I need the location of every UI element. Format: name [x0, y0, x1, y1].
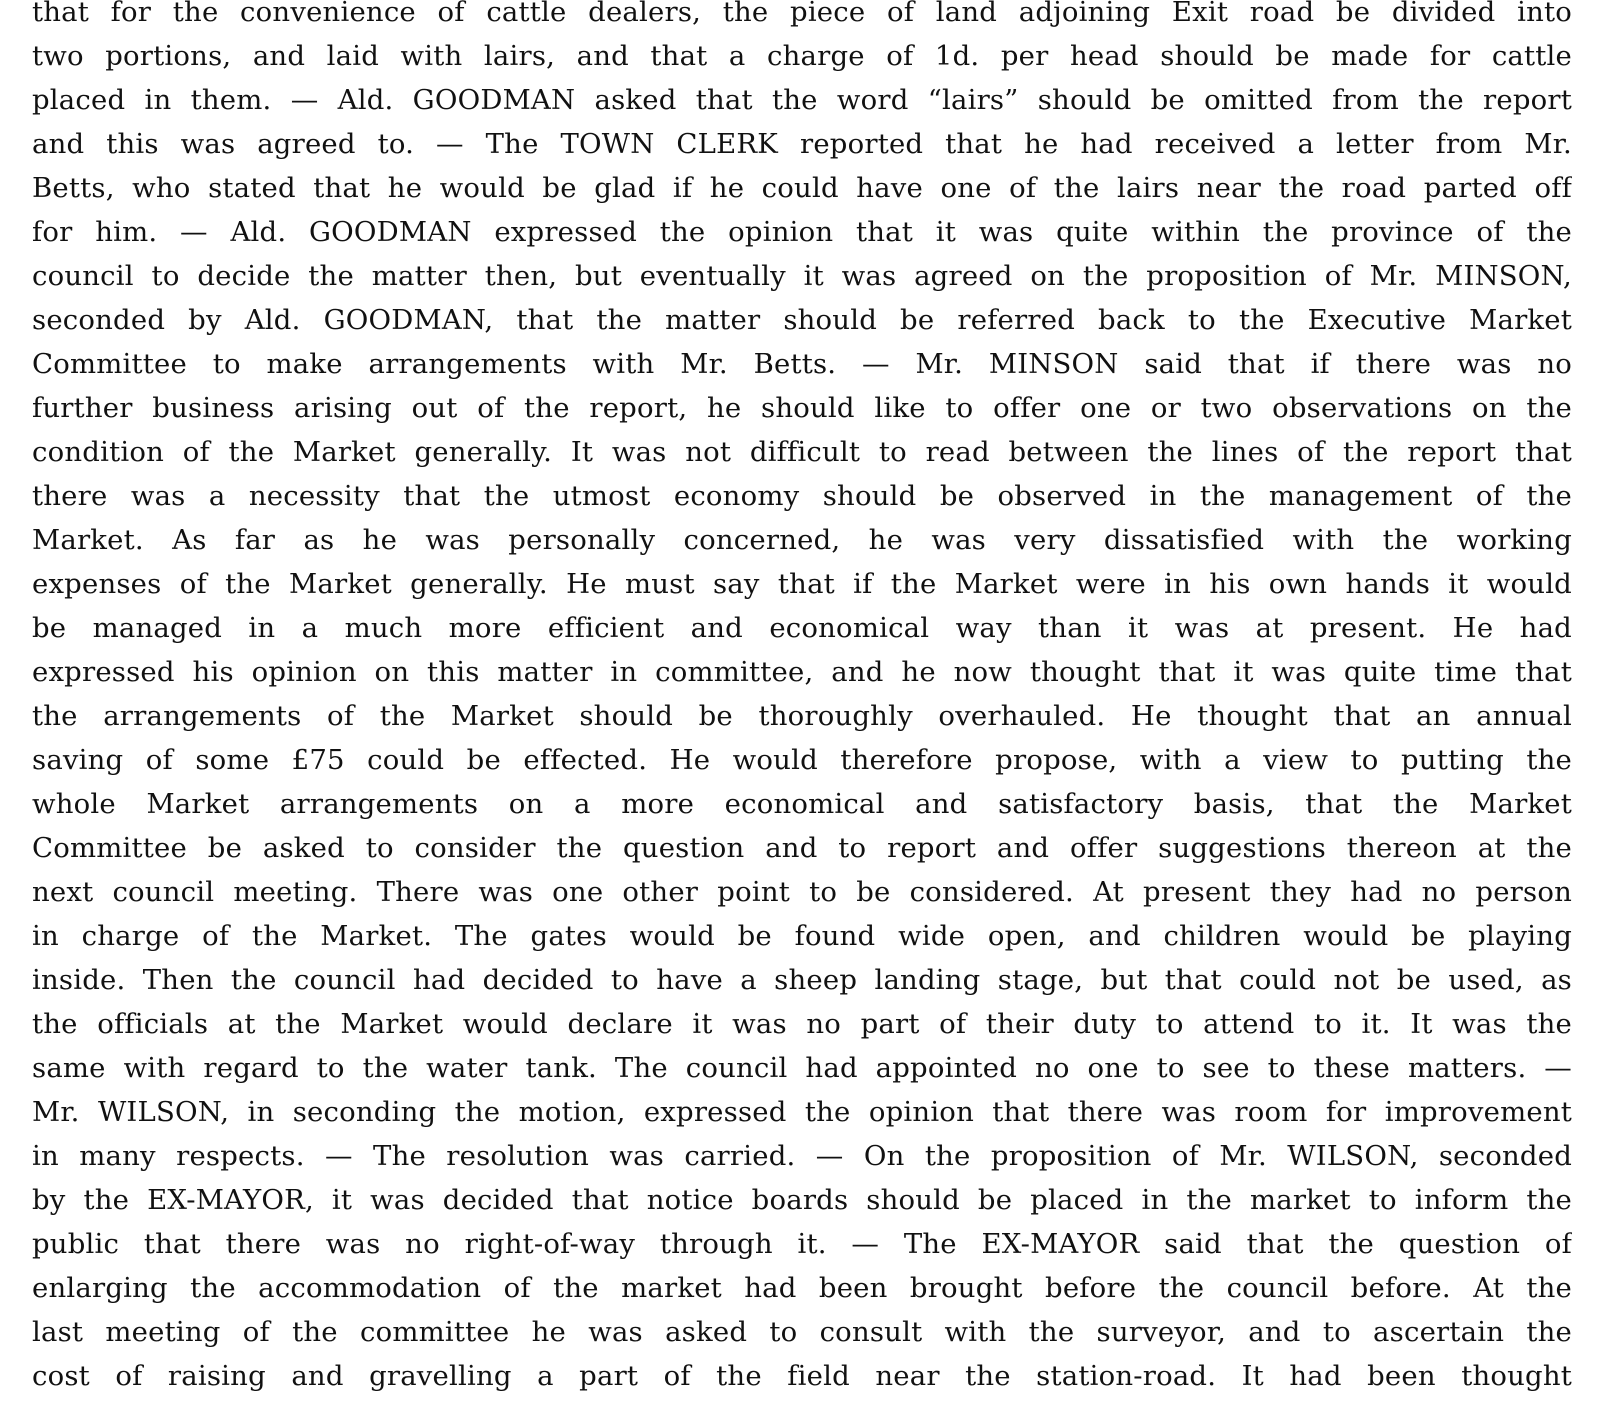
text-line: Market. As far as he was personally concerned, he was very dissatisfied with the working: [32, 524, 1572, 556]
text-line: condition of the Market generally. It was not difficult to read between the lines of the report that: [32, 436, 1572, 468]
text-line: the arrangements of the Market should be thoroughly overhauled. He thought that an annual: [32, 700, 1572, 732]
text-line: public that there was no right-of-way through it. — The EX-MAYOR said that the question of: [32, 1228, 1572, 1260]
document-page: [32, 0, 1572, 1398]
text-line: further business arising out of the report, he should like to offer one or two observations on the: [32, 392, 1572, 424]
text-line: cost of raising and gravelling a part of the field near the station-road. It had been thought: [32, 1360, 1572, 1392]
text-line: Mr. WILSON, in seconding the motion, expressed the opinion that there was room for improvement: [32, 1096, 1572, 1128]
text-line: for him. — Ald. GOODMAN expressed the opinion that it was quite within the province of the: [32, 216, 1572, 248]
text-line: the officials at the Market would declare it was no part of their duty to attend to it. It was the: [32, 1008, 1572, 1040]
text-line: placed in them. — Ald. GOODMAN asked that the word “lairs” should be omitted from the report: [32, 84, 1572, 116]
text-line: last meeting of the committee he was asked to consult with the surveyor, and to ascertain the: [32, 1316, 1572, 1348]
text-line: two portions, and laid with lairs, and that a charge of 1d. per head should be made for cattle: [32, 40, 1572, 72]
text-line: Betts, who stated that he would be glad if he could have one of the lairs near the road parted off: [32, 172, 1572, 204]
text-line: Committee be asked to consider the question and to report and offer suggestions thereon at the: [32, 832, 1572, 864]
text-line: inside. Then the council had decided to have a sheep landing stage, but that could not be used, as: [32, 964, 1572, 996]
text-line: seconded by Ald. GOODMAN, that the matter should be referred back to the Executive Market: [32, 304, 1572, 336]
text-line: that for the convenience of cattle dealers, the piece of land adjoining Exit road be divided into: [32, 0, 1572, 28]
text-line: enlarging the accommodation of the market had been brought before the council before. At the: [32, 1272, 1572, 1304]
text-line: saving of some £75 could be effected. He would therefore propose, with a view to putting the: [32, 744, 1572, 776]
text-line: be managed in a much more efficient and economical way than it was at present. He had: [32, 612, 1572, 644]
text-line: expressed his opinion on this matter in committee, and he now thought that it was quite time that: [32, 656, 1572, 688]
text-line: there was a necessity that the utmost economy should be observed in the management of the: [32, 480, 1572, 512]
text-line: expenses of the Market generally. He must say that if the Market were in his own hands it would: [32, 568, 1572, 600]
text-line: council to decide the matter then, but eventually it was agreed on the proposition of Mr. MINSON,: [32, 260, 1572, 292]
text-line: by the EX-MAYOR, it was decided that notice boards should be placed in the market to inform the: [32, 1184, 1572, 1216]
text-line: whole Market arrangements on a more economical and satisfactory basis, that the Market: [32, 788, 1572, 820]
text-line: in charge of the Market. The gates would be found wide open, and children would be playing: [32, 920, 1572, 952]
text-line: and this was agreed to. — The TOWN CLERK reported that he had received a letter from Mr.: [32, 128, 1572, 160]
text-line: Committee to make arrangements with Mr. Betts. — Mr. MINSON said that if there was no: [32, 348, 1572, 380]
text-line: same with regard to the water tank. The council had appointed no one to see to these matters. —: [32, 1052, 1572, 1084]
text-line: next council meeting. There was one other point to be considered. At present they had no person: [32, 876, 1572, 908]
text-line: in many respects. — The resolution was carried. — On the proposition of Mr. WILSON, seconded: [32, 1140, 1572, 1172]
